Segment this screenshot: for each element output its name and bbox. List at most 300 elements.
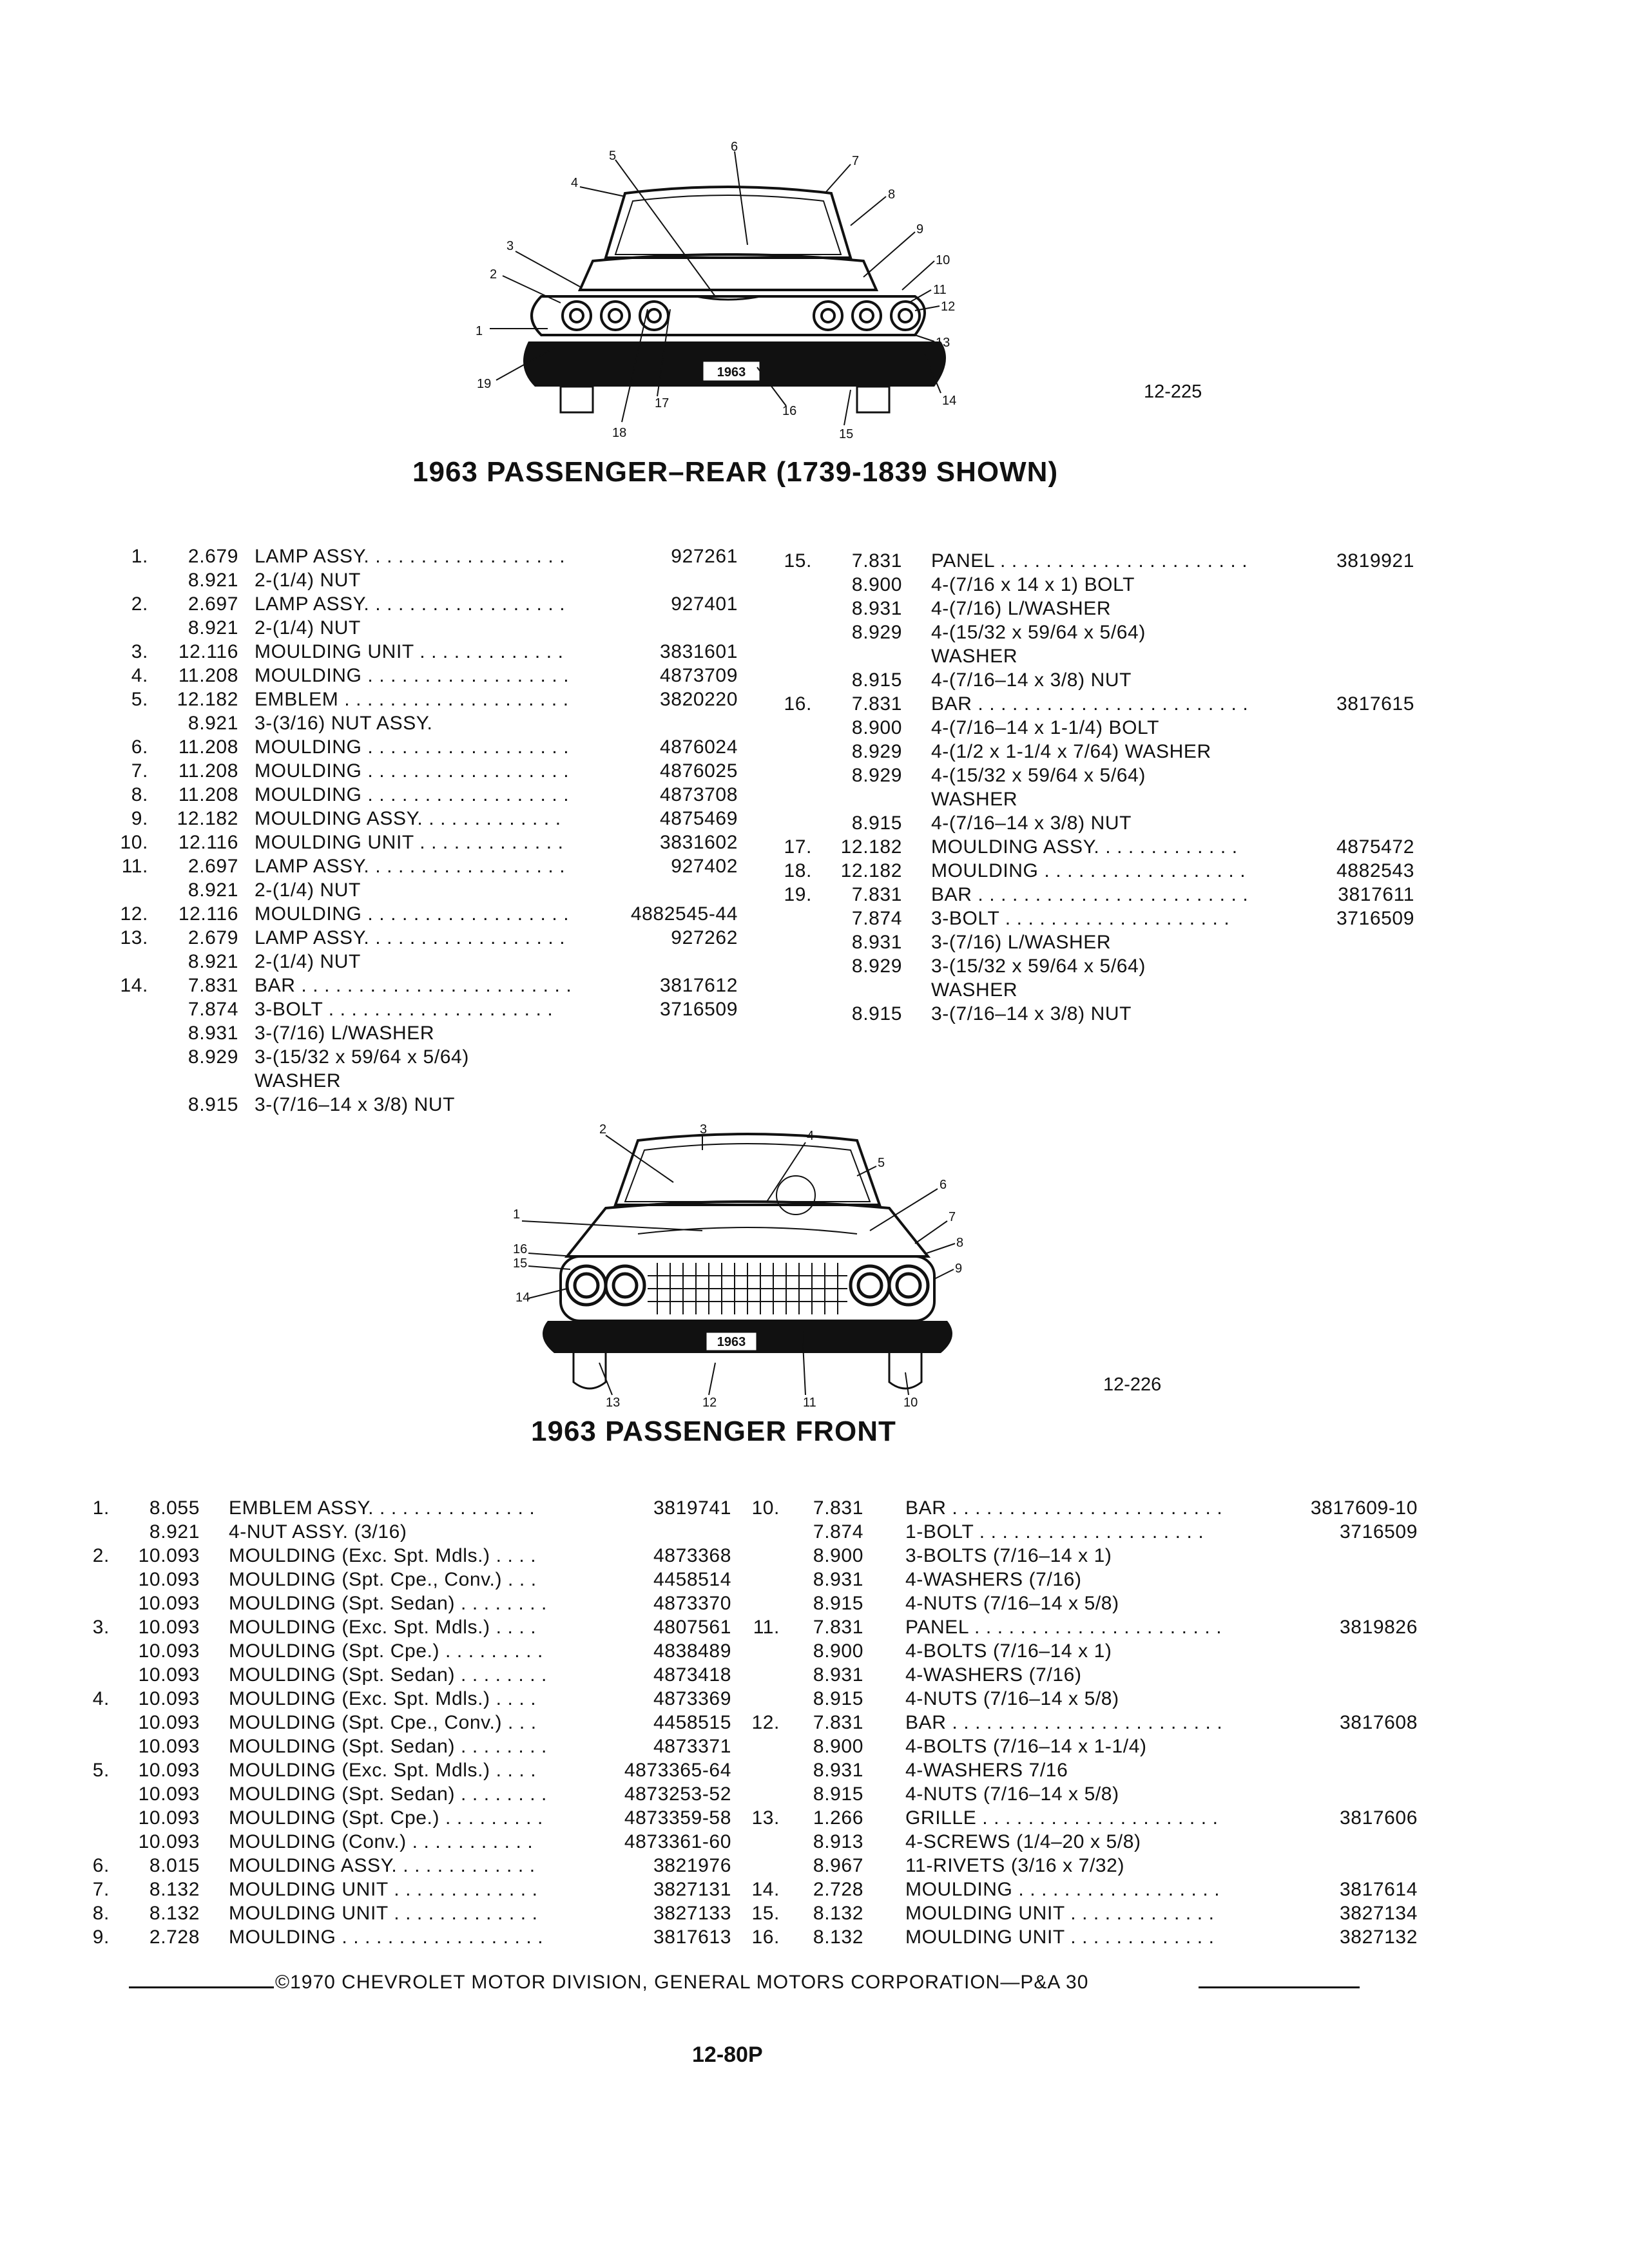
front-car-illustration bbox=[509, 1124, 986, 1414]
part-number: 3819921 bbox=[1336, 550, 1414, 572]
part-description: BAR . . . . . . . . . . . . . . . . . . . . . . . . bbox=[255, 975, 572, 996]
part-description: MOULDING (Exc. Spt. Mdls.) . . . . bbox=[229, 1760, 537, 1781]
rear-callout-17: 17 bbox=[655, 396, 670, 410]
part-index: 8. bbox=[131, 784, 148, 805]
part-description: MOULDING . . . . . . . . . . . . . . . . . . bbox=[905, 1879, 1220, 1900]
part-description: 3-BOLTS (7/16–14 x 1) bbox=[905, 1545, 1112, 1566]
part-description: GRILLE . . . . . . . . . . . . . . . . . . . . . bbox=[905, 1807, 1219, 1829]
part-index: 15. bbox=[784, 550, 812, 572]
footer-rule-right bbox=[1199, 1986, 1360, 1988]
rear-license-plate: 1963 bbox=[717, 365, 746, 380]
part-row bbox=[741, 1782, 1398, 1806]
part-index: 2. bbox=[131, 593, 148, 615]
part-row bbox=[741, 1663, 1398, 1687]
part-description: BAR . . . . . . . . . . . . . . . . . . . . . . . . bbox=[905, 1712, 1223, 1733]
part-row bbox=[741, 1615, 1418, 1639]
part-number: 3817611 bbox=[1338, 884, 1414, 905]
part-number: 927402 bbox=[671, 856, 738, 877]
part-description: 4-(15/32 x 59/64 x 5/64) bbox=[931, 622, 1146, 643]
part-row bbox=[741, 1520, 1418, 1544]
group-number: 1.266 bbox=[813, 1807, 863, 1829]
front-callout-15: 15 bbox=[513, 1256, 528, 1271]
part-description: EMBLEM . . . . . . . . . . . . . . . . . . . . bbox=[255, 689, 569, 710]
part-number: 4838489 bbox=[653, 1640, 731, 1662]
part-description: LAMP ASSY. . . . . . . . . . . . . . . . . . bbox=[255, 593, 566, 615]
part-index: 10. bbox=[751, 1497, 780, 1519]
part-index: 13. bbox=[120, 927, 148, 948]
front-callout-3: 3 bbox=[700, 1124, 708, 1137]
part-number: 3827131 bbox=[653, 1879, 731, 1900]
group-number: 2.697 bbox=[188, 593, 238, 615]
part-row bbox=[103, 592, 738, 616]
part-description: MOULDING (Spt. Sedan) . . . . . . . . bbox=[229, 1664, 547, 1686]
part-description: MOULDING (Exc. Spt. Mdls.) . . . . bbox=[229, 1617, 537, 1638]
group-number: 12.116 bbox=[178, 903, 238, 925]
part-number: 4873365-64 bbox=[624, 1760, 731, 1781]
part-number: 3817606 bbox=[1340, 1807, 1418, 1829]
part-number: 4873709 bbox=[660, 665, 738, 686]
part-number: 3819741 bbox=[653, 1497, 731, 1519]
part-description: MOULDING (Spt. Sedan) . . . . . . . . bbox=[229, 1783, 547, 1805]
part-row bbox=[103, 1045, 735, 1069]
part-row bbox=[767, 883, 1414, 907]
part-description: 4-(1/2 x 1-1/4 x 7/64) WASHER bbox=[931, 741, 1211, 762]
part-description: BAR . . . . . . . . . . . . . . . . . . . . . . . . bbox=[931, 884, 1249, 905]
part-index: 11. bbox=[121, 856, 148, 877]
part-index: 18. bbox=[784, 860, 812, 881]
part-row bbox=[84, 1591, 731, 1615]
part-row bbox=[767, 668, 1411, 692]
rear-callout-9: 9 bbox=[916, 222, 924, 236]
part-description: MOULDING UNIT . . . . . . . . . . . . . bbox=[229, 1879, 538, 1900]
rear-callout-12: 12 bbox=[941, 300, 956, 314]
part-row bbox=[103, 568, 735, 592]
part-description: MOULDING . . . . . . . . . . . . . . . . . . bbox=[255, 736, 570, 758]
part-row bbox=[84, 1901, 731, 1925]
part-index: 7. bbox=[131, 760, 148, 782]
part-number: 3817608 bbox=[1340, 1712, 1418, 1733]
group-number: 8.132 bbox=[149, 1879, 200, 1900]
part-index: 16. bbox=[751, 1927, 780, 1948]
part-index: 4. bbox=[92, 1688, 110, 1709]
part-description: MOULDING (Spt. Cpe., Conv.) . . . bbox=[229, 1569, 537, 1590]
group-number: 7.874 bbox=[851, 908, 902, 929]
part-index: 17. bbox=[784, 836, 812, 858]
group-number: 10.093 bbox=[138, 1617, 200, 1638]
part-row bbox=[767, 930, 1411, 954]
group-number: 7.831 bbox=[813, 1497, 863, 1519]
part-row bbox=[84, 1663, 731, 1687]
part-row bbox=[103, 664, 738, 687]
group-number: 8.132 bbox=[813, 1903, 863, 1924]
group-number: 8.931 bbox=[851, 598, 902, 619]
group-number: 12.182 bbox=[177, 689, 238, 710]
part-description: MOULDING (Exc. Spt. Mdls.) . . . . bbox=[229, 1688, 537, 1709]
group-number: 7.831 bbox=[813, 1617, 863, 1638]
part-description: 4-(7/16 x 14 x 1) BOLT bbox=[931, 574, 1135, 595]
group-number: 10.093 bbox=[138, 1831, 200, 1852]
part-description: MOULDING . . . . . . . . . . . . . . . . . . bbox=[255, 665, 570, 686]
part-row bbox=[84, 1782, 731, 1806]
part-number: 3817613 bbox=[653, 1927, 731, 1948]
part-description: WASHER bbox=[255, 1070, 342, 1091]
group-number: 8.929 bbox=[851, 622, 902, 643]
part-index: 1. bbox=[92, 1497, 110, 1519]
group-number: 10.093 bbox=[138, 1545, 200, 1566]
part-description: MOULDING ASSY. . . . . . . . . . . . . bbox=[255, 808, 561, 829]
part-number: 4807561 bbox=[653, 1617, 731, 1638]
part-row bbox=[103, 687, 738, 711]
rear-callout-16: 16 bbox=[782, 404, 797, 418]
group-number: 7.831 bbox=[851, 884, 902, 905]
part-index: 15. bbox=[751, 1903, 780, 1924]
part-description: MOULDING (Exc. Spt. Mdls.) . . . . bbox=[229, 1545, 537, 1566]
group-number: 8.915 bbox=[851, 669, 902, 691]
part-row bbox=[84, 1568, 731, 1591]
group-number: 8.900 bbox=[813, 1640, 863, 1662]
part-description: 3-(7/16–14 x 3/8) NUT bbox=[931, 1003, 1132, 1024]
part-row bbox=[84, 1854, 731, 1878]
part-description: BAR . . . . . . . . . . . . . . . . . . . . . . . . bbox=[905, 1497, 1223, 1519]
part-row bbox=[84, 1496, 731, 1520]
part-description: 4-BOLTS (7/16–14 x 1-1/4) bbox=[905, 1736, 1147, 1757]
part-number: 4873370 bbox=[653, 1593, 731, 1614]
part-number: 3831601 bbox=[660, 641, 738, 662]
part-description: 3-(15/32 x 59/64 x 5/64) bbox=[931, 956, 1146, 977]
rear-callout-4: 4 bbox=[571, 176, 579, 190]
part-description: 4-WASHERS 7/16 bbox=[905, 1760, 1068, 1781]
part-description: 4-(7/16–14 x 3/8) NUT bbox=[931, 812, 1132, 834]
part-description: 3-(3/16) NUT ASSY. bbox=[255, 713, 433, 734]
group-number: 8.015 bbox=[149, 1855, 200, 1876]
part-row bbox=[84, 1735, 731, 1758]
part-index: 6. bbox=[92, 1855, 110, 1876]
part-row bbox=[767, 764, 1411, 787]
part-number: 4873418 bbox=[653, 1664, 731, 1686]
part-row bbox=[84, 1520, 728, 1544]
rear-callout-18: 18 bbox=[612, 426, 627, 440]
part-description: 4-NUTS (7/16–14 x 5/8) bbox=[905, 1783, 1119, 1805]
part-description: 4-NUTS (7/16–14 x 5/8) bbox=[905, 1688, 1119, 1709]
part-description: MOULDING (Spt. Cpe., Conv.) . . . bbox=[229, 1712, 537, 1733]
group-number: 7.874 bbox=[188, 999, 238, 1020]
part-row bbox=[103, 1021, 735, 1045]
rear-callout-8: 8 bbox=[888, 187, 896, 202]
rear-callout-19: 19 bbox=[477, 377, 492, 391]
part-description: 4-NUTS (7/16–14 x 5/8) bbox=[905, 1593, 1119, 1614]
part-description: 2-(1/4) NUT bbox=[255, 570, 361, 591]
group-number: 8.913 bbox=[813, 1831, 863, 1852]
part-description: WASHER bbox=[931, 789, 1018, 810]
group-number: 2.679 bbox=[188, 927, 238, 948]
front-callout-12: 12 bbox=[702, 1396, 717, 1410]
front-callout-14: 14 bbox=[516, 1291, 530, 1305]
part-index: 9. bbox=[131, 808, 148, 829]
part-row bbox=[741, 1830, 1398, 1854]
rear-figure-number: 12-225 bbox=[1144, 381, 1202, 402]
part-row bbox=[767, 716, 1411, 740]
part-description: 4-BOLTS (7/16–14 x 1) bbox=[905, 1640, 1112, 1662]
part-row bbox=[741, 1758, 1398, 1782]
part-description: MOULDING UNIT . . . . . . . . . . . . . bbox=[905, 1903, 1215, 1924]
part-row bbox=[767, 620, 1411, 644]
group-number: 8.132 bbox=[149, 1903, 200, 1924]
part-number: 4458515 bbox=[653, 1712, 731, 1733]
part-index: 1. bbox=[131, 546, 148, 567]
part-description: MOULDING UNIT . . . . . . . . . . . . . bbox=[905, 1927, 1215, 1948]
rear-callout-11: 11 bbox=[933, 283, 947, 297]
part-description: MOULDING UNIT . . . . . . . . . . . . . bbox=[229, 1903, 538, 1924]
part-description: MOULDING . . . . . . . . . . . . . . . . . . bbox=[255, 903, 570, 925]
group-number: 7.874 bbox=[813, 1521, 863, 1542]
group-number: 10.093 bbox=[138, 1569, 200, 1590]
part-row bbox=[741, 1925, 1418, 1949]
part-description: BAR . . . . . . . . . . . . . . . . . . . . . . . . bbox=[931, 693, 1249, 715]
part-row bbox=[767, 811, 1411, 835]
part-row bbox=[767, 954, 1411, 978]
part-row bbox=[103, 974, 738, 997]
part-number: 4873371 bbox=[653, 1736, 731, 1757]
part-description: MOULDING (Spt. Cpe.) . . . . . . . . . bbox=[229, 1640, 543, 1662]
footer-rule-left bbox=[129, 1986, 274, 1988]
group-number: 8.929 bbox=[851, 741, 902, 762]
part-row bbox=[741, 1854, 1398, 1878]
part-index: 2. bbox=[92, 1545, 110, 1566]
group-number: 12.116 bbox=[178, 832, 238, 853]
part-number: 3817609-10 bbox=[1310, 1497, 1418, 1519]
part-number: 3716509 bbox=[1336, 908, 1414, 929]
part-row bbox=[103, 735, 738, 759]
part-number: 4873708 bbox=[660, 784, 738, 805]
part-row bbox=[767, 835, 1414, 859]
part-row bbox=[103, 878, 735, 902]
rear-section-title: 1963 PASSENGER–REAR (1739-1839 SHOWN) bbox=[412, 456, 1059, 488]
group-number: 8.921 bbox=[188, 570, 238, 591]
part-number: 4882545-44 bbox=[630, 903, 738, 925]
part-row bbox=[767, 597, 1411, 620]
part-description: 4-WASHERS (7/16) bbox=[905, 1569, 1082, 1590]
group-number: 8.915 bbox=[813, 1593, 863, 1614]
rear-callout-1: 1 bbox=[476, 324, 483, 338]
part-number: 927262 bbox=[671, 927, 738, 948]
part-row bbox=[103, 997, 738, 1021]
group-number: 8.931 bbox=[188, 1023, 238, 1044]
rear-callout-3: 3 bbox=[506, 239, 514, 253]
part-description: 3-(15/32 x 59/64 x 5/64) bbox=[255, 1046, 469, 1068]
part-description: 11-RIVETS (3/16 x 7/32) bbox=[905, 1855, 1125, 1876]
front-callout-10: 10 bbox=[903, 1396, 918, 1410]
group-number: 8.931 bbox=[851, 932, 902, 953]
group-number: 10.093 bbox=[138, 1783, 200, 1805]
part-index: 19. bbox=[784, 884, 812, 905]
part-index: 11. bbox=[753, 1617, 780, 1638]
group-number: 8.900 bbox=[813, 1736, 863, 1757]
rear-callout-15: 15 bbox=[839, 427, 854, 441]
part-number: 3821976 bbox=[653, 1855, 731, 1876]
group-number: 10.093 bbox=[138, 1760, 200, 1781]
part-description: 4-(7/16–14 x 1-1/4) BOLT bbox=[931, 717, 1160, 738]
group-number: 8.921 bbox=[188, 951, 238, 972]
part-number: 4876025 bbox=[660, 760, 738, 782]
group-number: 12.182 bbox=[177, 808, 238, 829]
part-description: MOULDING . . . . . . . . . . . . . . . . . . bbox=[255, 784, 570, 805]
part-index: 7. bbox=[92, 1879, 110, 1900]
part-index: 14. bbox=[751, 1879, 780, 1900]
group-number: 8.900 bbox=[851, 717, 902, 738]
front-callout-11: 11 bbox=[803, 1396, 816, 1410]
part-index: 5. bbox=[92, 1760, 110, 1781]
part-description: 4-NUT ASSY. (3/16) bbox=[229, 1521, 407, 1542]
part-description: 3-(7/16–14 x 3/8) NUT bbox=[255, 1094, 456, 1115]
group-number: 7.831 bbox=[851, 550, 902, 572]
part-description: MOULDING . . . . . . . . . . . . . . . . . . bbox=[229, 1927, 544, 1948]
group-number: 10.093 bbox=[138, 1736, 200, 1757]
front-parts-list-right bbox=[741, 1496, 1418, 1949]
part-index: 5. bbox=[131, 689, 148, 710]
group-number: 2.697 bbox=[188, 856, 238, 877]
part-description: 2-(1/4) NUT bbox=[255, 617, 361, 639]
part-row bbox=[103, 759, 738, 783]
part-description: 4-(7/16–14 x 3/8) NUT bbox=[931, 669, 1132, 691]
group-number: 7.831 bbox=[851, 693, 902, 715]
front-callout-1: 1 bbox=[513, 1207, 521, 1222]
part-row bbox=[84, 1806, 731, 1830]
group-number: 11.208 bbox=[178, 736, 238, 758]
part-description: LAMP ASSY. . . . . . . . . . . . . . . . . . bbox=[255, 927, 566, 948]
part-row bbox=[84, 1615, 731, 1639]
part-row bbox=[741, 1639, 1398, 1663]
group-number: 8.915 bbox=[851, 1003, 902, 1024]
part-description: 4-(7/16) L/WASHER bbox=[931, 598, 1112, 619]
part-row bbox=[767, 644, 1411, 668]
group-number: 8.900 bbox=[813, 1545, 863, 1566]
part-row bbox=[84, 1639, 731, 1663]
part-number: 4876024 bbox=[660, 736, 738, 758]
part-row bbox=[741, 1878, 1418, 1901]
group-number: 8.967 bbox=[813, 1855, 863, 1876]
part-row bbox=[767, 573, 1411, 597]
rear-car-illustration bbox=[464, 142, 992, 451]
part-row bbox=[84, 1758, 731, 1782]
part-number: 4873361-60 bbox=[624, 1831, 731, 1852]
part-number: 3817615 bbox=[1336, 693, 1414, 715]
part-description: WASHER bbox=[931, 979, 1018, 1001]
front-callout-2: 2 bbox=[599, 1124, 607, 1137]
part-description: 3-BOLT . . . . . . . . . . . . . . . . . . . . bbox=[255, 999, 554, 1020]
group-number: 8.929 bbox=[851, 765, 902, 786]
part-description: MOULDING . . . . . . . . . . . . . . . . . . bbox=[255, 760, 570, 782]
front-callout-13: 13 bbox=[606, 1396, 621, 1410]
part-description: WASHER bbox=[931, 646, 1018, 667]
part-row bbox=[84, 1687, 731, 1711]
part-number: 4873368 bbox=[653, 1545, 731, 1566]
front-license-plate: 1963 bbox=[717, 1335, 746, 1349]
part-description: 1-BOLT . . . . . . . . . . . . . . . . . . . . bbox=[905, 1521, 1204, 1542]
part-number: 3817612 bbox=[660, 975, 738, 996]
part-number: 4458514 bbox=[653, 1569, 731, 1590]
part-number: 927401 bbox=[671, 593, 738, 615]
rear-callout-6: 6 bbox=[731, 142, 738, 154]
group-number: 2.728 bbox=[813, 1879, 863, 1900]
part-row bbox=[84, 1925, 731, 1949]
part-description: MOULDING . . . . . . . . . . . . . . . . . . bbox=[931, 860, 1246, 881]
group-number: 7.831 bbox=[813, 1712, 863, 1733]
group-number: 10.093 bbox=[138, 1640, 200, 1662]
part-number: 4873359-58 bbox=[624, 1807, 731, 1829]
front-callout-5: 5 bbox=[878, 1156, 885, 1170]
group-number: 8.929 bbox=[851, 956, 902, 977]
part-row bbox=[103, 1069, 735, 1093]
part-row bbox=[103, 831, 738, 854]
part-row bbox=[103, 783, 738, 807]
group-number: 8.900 bbox=[851, 574, 902, 595]
part-row bbox=[767, 1002, 1411, 1026]
rear-callout-14: 14 bbox=[942, 394, 957, 408]
group-number: 10.093 bbox=[138, 1664, 200, 1686]
group-number: 8.915 bbox=[851, 812, 902, 834]
part-description: 2-(1/4) NUT bbox=[255, 879, 361, 901]
part-description: MOULDING UNIT . . . . . . . . . . . . . bbox=[255, 641, 564, 662]
part-row bbox=[103, 640, 738, 664]
part-row bbox=[767, 787, 1411, 811]
part-row bbox=[103, 854, 738, 878]
part-row bbox=[741, 1687, 1398, 1711]
group-number: 8.132 bbox=[813, 1927, 863, 1948]
part-row bbox=[741, 1591, 1398, 1615]
front-callout-6: 6 bbox=[940, 1178, 947, 1192]
rear-callout-7: 7 bbox=[852, 154, 860, 168]
group-number: 11.208 bbox=[178, 760, 238, 782]
part-number: 4882543 bbox=[1336, 860, 1414, 881]
part-description: EMBLEM ASSY. . . . . . . . . . . . . . . bbox=[229, 1497, 535, 1519]
part-number: 4875472 bbox=[1336, 836, 1414, 858]
front-figure-number: 12-226 bbox=[1103, 1374, 1162, 1395]
group-number: 10.093 bbox=[138, 1807, 200, 1829]
rear-callout-13: 13 bbox=[936, 336, 950, 350]
part-number: 3820220 bbox=[660, 689, 738, 710]
part-row bbox=[741, 1568, 1398, 1591]
part-row bbox=[103, 926, 738, 950]
group-number: 8.915 bbox=[188, 1094, 238, 1115]
group-number: 8.915 bbox=[813, 1688, 863, 1709]
part-index: 12. bbox=[120, 903, 148, 925]
group-number: 12.182 bbox=[840, 836, 902, 858]
front-callout-7: 7 bbox=[949, 1210, 956, 1224]
part-description: MOULDING (Spt. Sedan) . . . . . . . . bbox=[229, 1593, 547, 1614]
part-row bbox=[741, 1806, 1418, 1830]
part-description: MOULDING UNIT . . . . . . . . . . . . . bbox=[255, 832, 564, 853]
part-description: 4-(15/32 x 59/64 x 5/64) bbox=[931, 765, 1146, 786]
group-number: 8.921 bbox=[149, 1521, 200, 1542]
rear-parts-list-right bbox=[767, 549, 1414, 1026]
group-number: 8.931 bbox=[813, 1664, 863, 1686]
part-number: 4873253-52 bbox=[624, 1783, 731, 1805]
part-description: 3-BOLT . . . . . . . . . . . . . . . . . . . . bbox=[931, 908, 1230, 929]
part-row bbox=[741, 1735, 1398, 1758]
part-row bbox=[767, 549, 1414, 573]
group-number: 12.182 bbox=[840, 860, 902, 881]
group-number: 7.831 bbox=[188, 975, 238, 996]
group-number: 8.931 bbox=[813, 1569, 863, 1590]
front-callout-8: 8 bbox=[956, 1236, 964, 1250]
part-description: MOULDING (Spt. Sedan) . . . . . . . . bbox=[229, 1736, 547, 1757]
part-number: 927261 bbox=[671, 546, 738, 567]
front-callout-9: 9 bbox=[955, 1262, 963, 1276]
part-index: 13. bbox=[751, 1807, 780, 1829]
part-index: 16. bbox=[784, 693, 812, 715]
part-number: 3817614 bbox=[1340, 1879, 1418, 1900]
part-row bbox=[741, 1901, 1418, 1925]
